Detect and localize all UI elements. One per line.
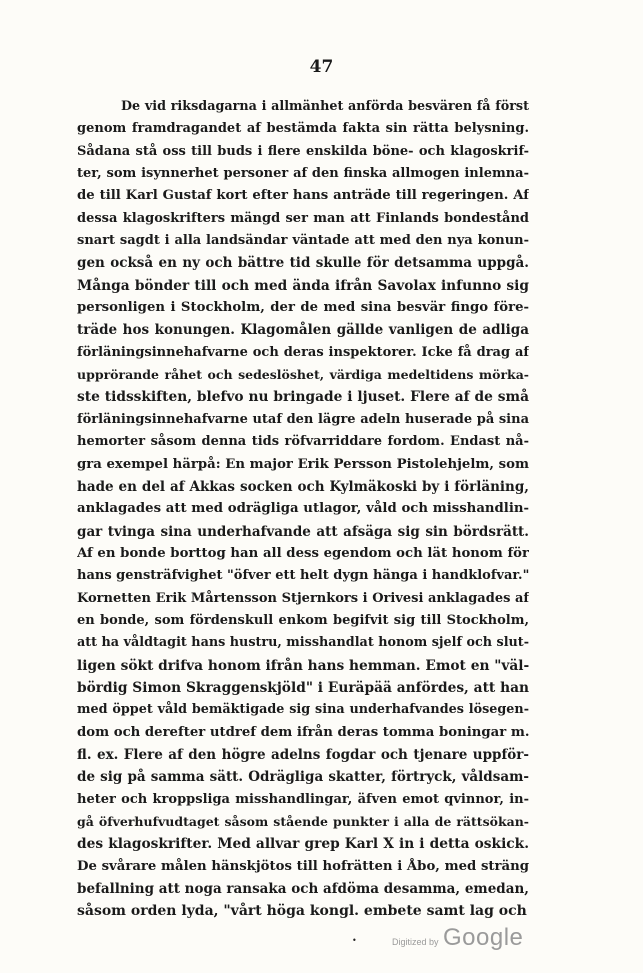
text-line: gen också en ny och bättre tid skulle för detsamma uppgå.: [77, 255, 529, 272]
text-line: en bonde, som fördenskull enkom begifvit sig till Stockholm,: [77, 612, 529, 628]
text-line: ter, som isynnerhet personer af den finska allmogen inlemna-: [77, 166, 529, 182]
google-logo: Google: [442, 924, 524, 951]
text-line: des klagoskrifter. Med allvar grep Karl X in i detta oskick.: [77, 836, 529, 853]
text-line: De svårare målen hänskjötos till hofrätten i Åbo, med sträng: [77, 858, 529, 874]
text-line: de sig på samma sätt. Odrägliga skatter, förtryck, våldsam-: [77, 769, 529, 786]
text-line: Af en bonde borttog han all dess egendom och lät honom för: [77, 545, 529, 561]
text-line: Kornetten Erik Mårtensson Stjernkors i Orivesi anklagades af: [77, 590, 529, 606]
text-line: Många bönder till och med ända ifrån Savolax infunno sig: [77, 277, 529, 294]
text-line: dom och derefter utdref dem ifrån deras tomma boningar m.: [77, 724, 529, 740]
text-line: förläningsinnehafvarne utaf den lägre adeln huserade på sina: [77, 411, 529, 427]
body-text: [77, 96, 529, 923]
text-line: ligen sökt drifva honom ifrån hans hemman. Emot en "väl-: [77, 657, 529, 674]
digitized-by-google-watermark: [392, 924, 523, 952]
text-line: hade en del af Akkas socken och Kylmäkoski by i förläning,: [77, 478, 529, 495]
text-line: De vid riksdagarna i allmänhet anförda besvären få först: [121, 99, 529, 114]
text-line: gra exempel härpå: En major Erik Persson Pistolehjelm, som: [77, 456, 529, 472]
text-line: de till Karl Gustaf kort efter hans anträde till regeringen. Af: [77, 188, 529, 204]
text-line: genom framdragandet af bestämda fakta sin rätta belysning.: [77, 121, 529, 137]
text-line: hans gensträfvighet "öfver ett helt dygn hänga i handklofvar.": [77, 568, 529, 584]
text-line: förläningsinnehafvarne och deras inspektorer. Icke få drag af: [77, 344, 529, 360]
text-line: hemorter såsom denna tids röfvarriddare fordom. Endast nå-: [77, 434, 529, 450]
text-line: personligen i Stockholm, der de med sina besvär fingo före-: [77, 300, 529, 316]
text-line: såsom orden lyda, "vårt höga kongl. embete samt lag och: [77, 903, 527, 920]
text-line: dessa klagoskrifters mängd ser man att Finlands bondestånd: [77, 210, 529, 226]
text-line: gar tvinga sina underhafvande att afsäga sig sin bördsrätt.: [77, 523, 529, 540]
text-line: anklagades att med odrägliga utlagor, våld och misshandlin-: [77, 501, 529, 517]
text-line: träde hos konungen. Klagomålen gällde vanligen de adliga: [77, 322, 529, 339]
text-line: snart sagdt i alla landsändar väntade att med den nya konun-: [77, 233, 529, 249]
page-number: 47: [309, 57, 334, 77]
text-line: Sådana stå oss till buds i flere enskilda böne- och klagoskrif-: [77, 143, 529, 159]
text-line: befallning att noga ransaka och afdöma desamma, emedan,: [77, 881, 529, 898]
text-line: med öppet våld bemäktigade sig sina underhafvandes lösegen-: [77, 702, 529, 718]
text-line: ste tidsskiften, blefvo nu bringade i ljuset. Flere af de små: [77, 389, 529, 406]
watermark-prefix: Digitized by: [392, 937, 439, 947]
text-line: heter och kroppsliga misshandlingar, äfven emot qvinnor, in-: [77, 791, 529, 807]
text-line: upprörande råhet och sedeslöshet, värdiga medeltidens mörka-: [77, 367, 529, 383]
text-line: fl. ex. Flere af den högre adelns fogdar och tjenare uppför-: [77, 746, 529, 763]
text-line: att ha våldtagit hans hustru, misshandlat honom sjelf och slut-: [77, 635, 529, 651]
footer-mark: •: [352, 936, 357, 945]
text-line: bördig Simon Skraggenskjöld" i Euräpää anfördes, att han: [77, 679, 529, 696]
text-line: gå öfverhufvudtaget såsom stående punkter i alla de rättsökan-: [77, 814, 529, 829]
